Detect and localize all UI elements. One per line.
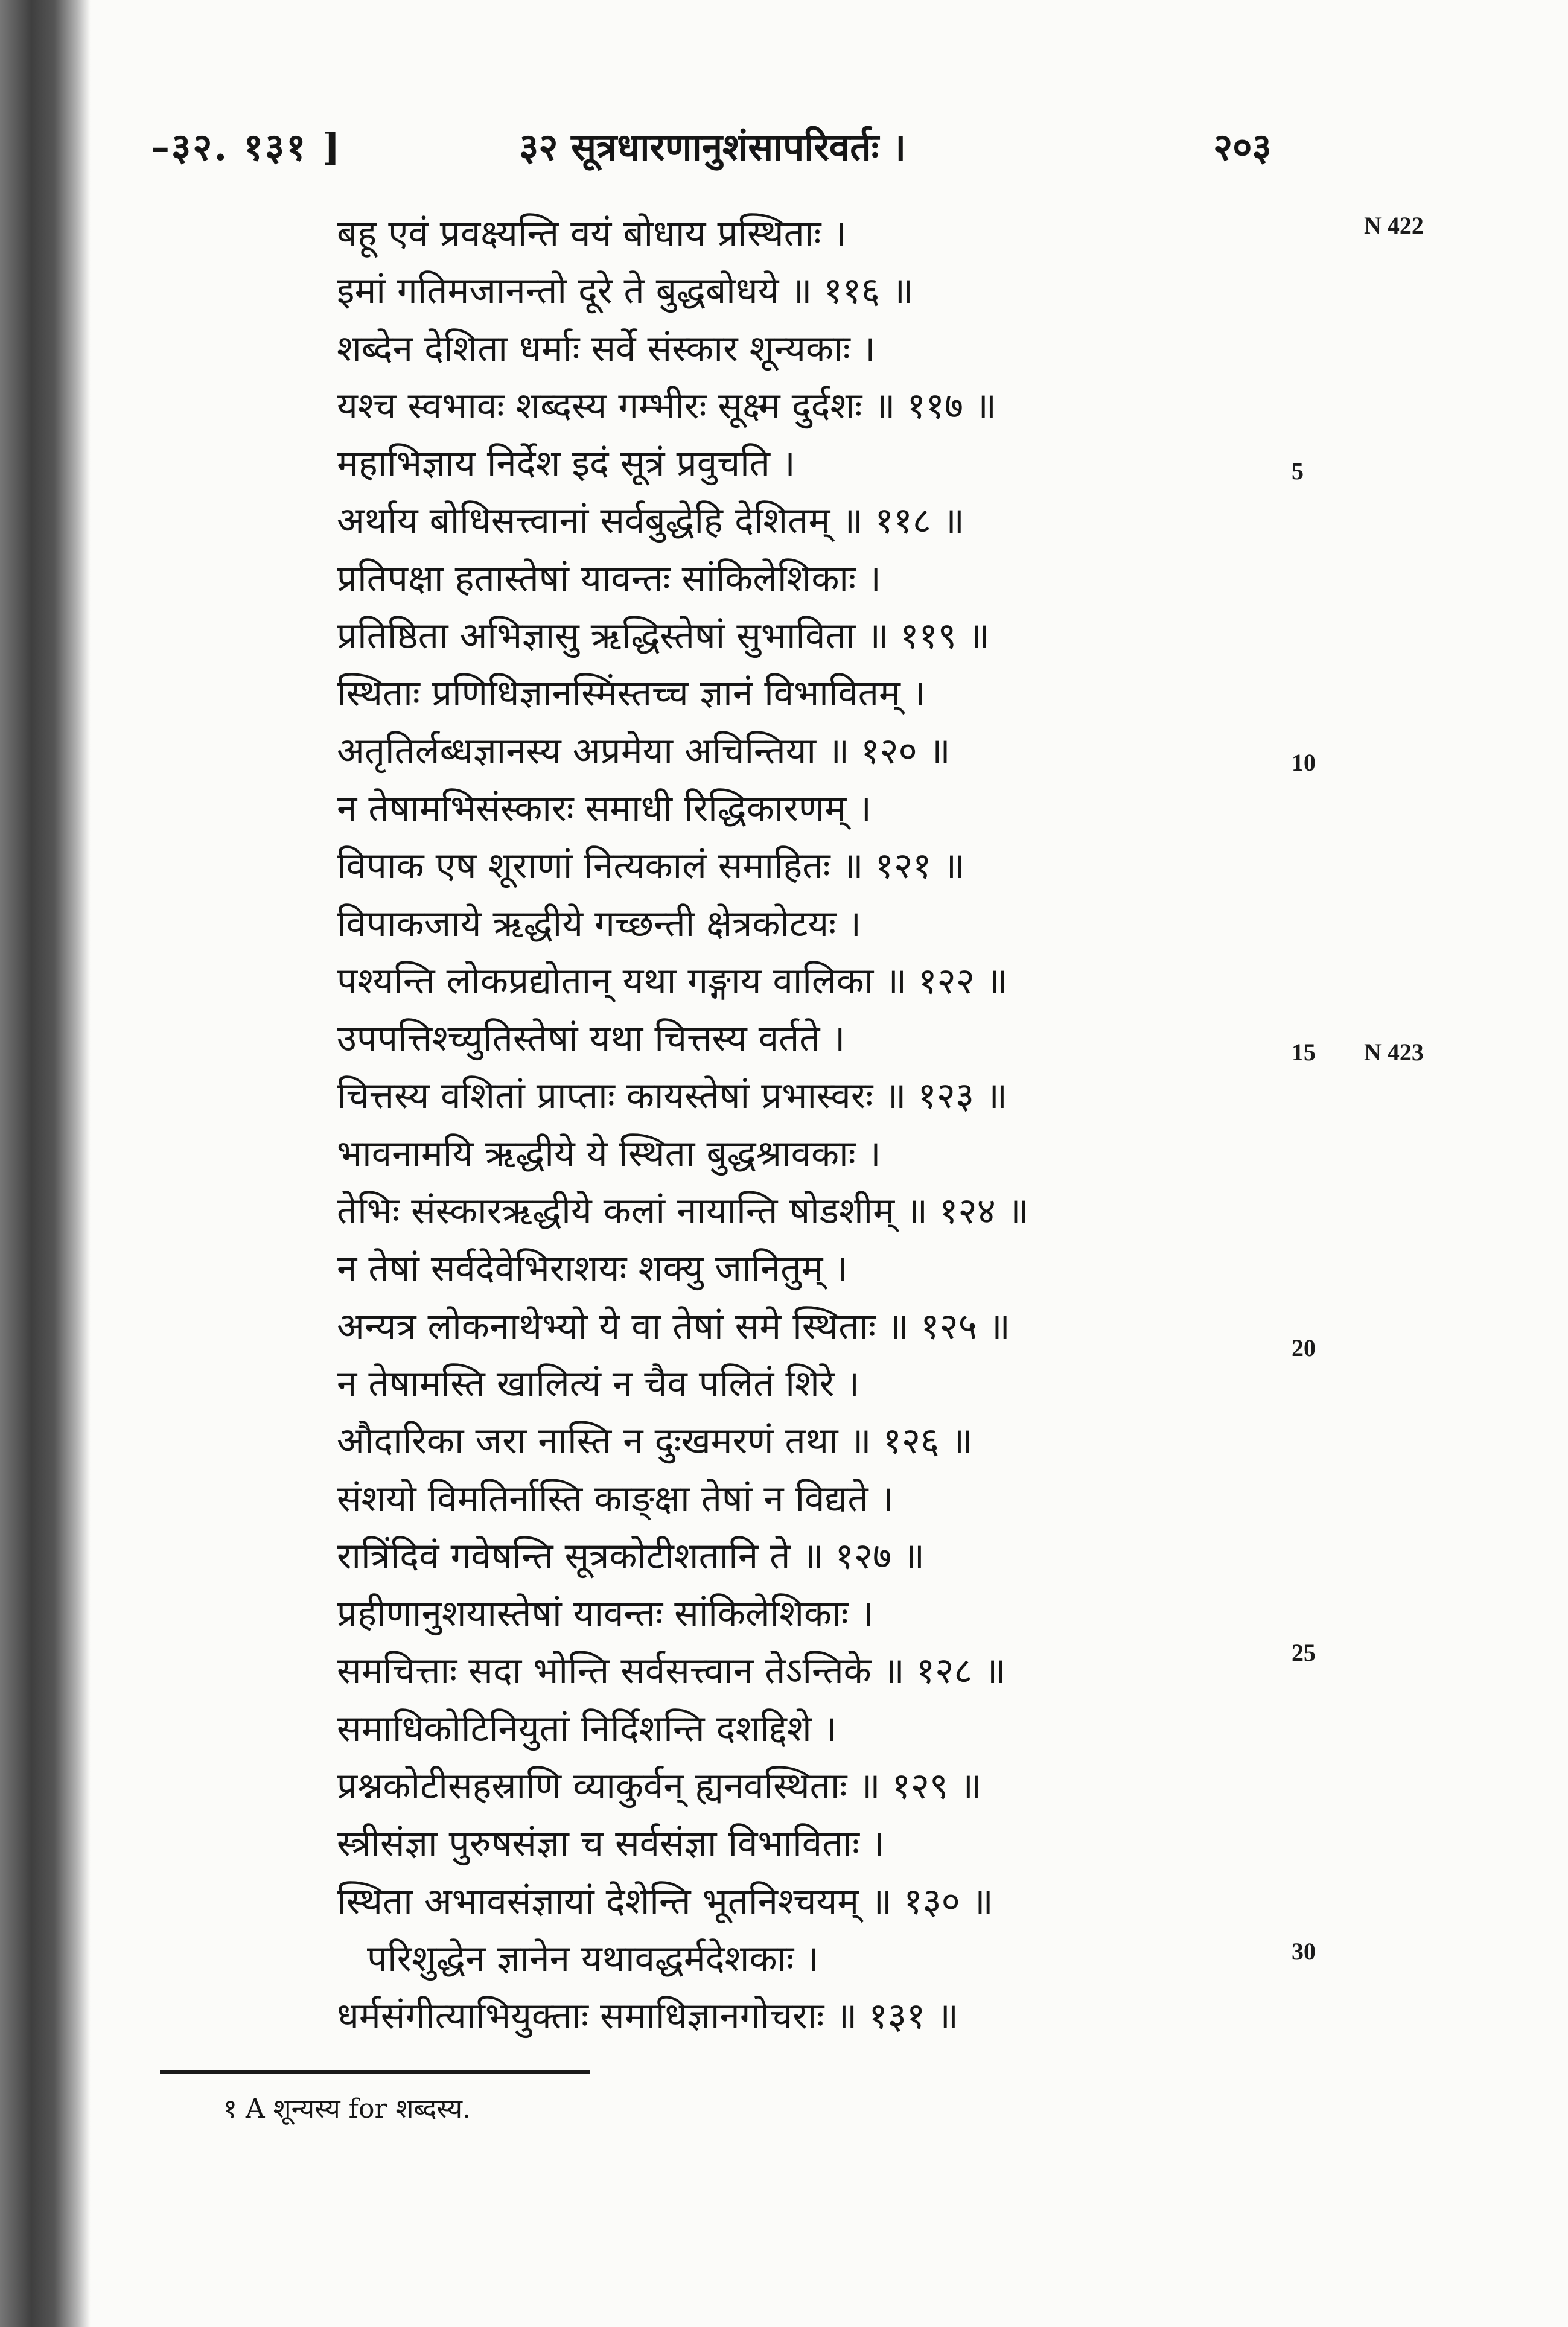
verse-line: समाधिकोटिनियुतां निर्दिशन्ति दशद्दिशे । xyxy=(337,1707,837,1750)
verse-line: स्थिता अभावसंज्ञायां देशेन्ति भूतनिश्चयम् ॥ १३० ॥ xyxy=(337,1880,993,1923)
line-number: 15 xyxy=(1292,1039,1316,1066)
page-number: २०३ xyxy=(1213,125,1272,169)
line-number: 5 xyxy=(1292,457,1304,485)
verse-line: अर्थाय बोधिसत्त्वानां सर्वबुद्धेहि देशितम् ॥ ११८ ॥ xyxy=(337,500,964,543)
running-header xyxy=(0,121,1568,175)
verse-line: चित्तस्य वशितां प्राप्ताः कायस्तेषां प्रभास्वरः ॥ १२३ ॥ xyxy=(337,1075,1008,1118)
footnote-rule xyxy=(160,2070,590,2074)
verse-line: धर्मसंगीत्याभियुक्ताः समाधिज्ञानगोचराः ॥ १३१ ॥ xyxy=(337,1995,959,2038)
verse-line: प्रतिपक्षा हतास्तेषां यावन्तः सांकिलेशिकाः । xyxy=(337,557,881,600)
verse-line: संशयो विमतिर्नास्ति काङ्क्षा तेषां न विद्यते । xyxy=(337,1477,894,1520)
edition-reference: N 423 xyxy=(1364,1039,1424,1066)
verse-line: रात्रिंदिवं गवेषन्ति सूत्रकोटीशतानि ते ॥ १२७ ॥ xyxy=(337,1535,925,1577)
line-number: 30 xyxy=(1292,1938,1316,1965)
verse-line: प्रश्नकोटीसहस्राणि व्याकुर्वन् ह्यनवस्थिताः ॥ १२९ ॥ xyxy=(337,1765,982,1808)
verse-line: यश्च स्वभावः शब्दस्य गम्भीरः सूक्ष्म दुर्दशः ॥ ११७ ॥ xyxy=(337,384,997,427)
verse-line: तेभिः संस्कारऋद्धीये कलां नायान्ति षोडशीम् ॥ १२४ ॥ xyxy=(337,1190,1029,1233)
verse-line: प्रतिष्ठिता अभिज्ञासु ऋद्धिस्तेषां सुभाविता ॥ ११९ ॥ xyxy=(337,615,990,658)
chapter-title: ३२ सूत्रधारणानुशंसापरिवर्तः । xyxy=(519,125,907,169)
verse-line: प्रहीणानुशयास्तेषां यावन्तः सांकिलेशिकाः । xyxy=(337,1593,874,1635)
footnote: १ A शून्यस्य for शब्दस्य. xyxy=(223,2093,471,2124)
verse-range: –३२. १३१ ] xyxy=(151,125,342,169)
verse-line: बहू एवं प्रवक्ष्यन्ति वयं बोधाय प्रस्थिताः । xyxy=(337,212,847,255)
verse-line: पश्यन्ति लोकप्रद्योतान् यथा गङ्गाय वालिका ॥ १२२ ॥ xyxy=(337,960,1008,1002)
verse-line: विपाक एष शूराणां नित्यकालं समाहितः ॥ १२१ ॥ xyxy=(337,845,965,888)
verse-line: न तेषामस्ति खालित्यं न चैव पलितं शिरे । xyxy=(337,1362,860,1405)
verse-line: परिशुद्धेन ज्ञानेन यथावद्धर्मदेशकाः । xyxy=(367,1937,820,1980)
verse-line: विपाकजाये ऋद्धीये गच्छन्ती क्षेत्रकोटयः । xyxy=(337,902,862,945)
edition-reference: N 422 xyxy=(1364,212,1424,239)
verse-line: न तेषां सर्वदेवेभिराशयः शक्यु जानितुम् । xyxy=(337,1247,849,1290)
line-number: 20 xyxy=(1292,1334,1316,1361)
line-number: 10 xyxy=(1292,749,1316,776)
verse-line: शब्देन देशिता धर्माः सर्वे संस्कार शून्यकाः । xyxy=(337,327,876,370)
line-number: 25 xyxy=(1292,1639,1316,1666)
verse-line: इमां गतिमजानन्तो दूरे ते बुद्धबोधये ॥ ११६ ॥ xyxy=(337,270,914,313)
verse-line: न तेषामभिसंस्कारः समाधी रिद्धिकारणम् । xyxy=(337,787,872,830)
verse-block xyxy=(337,205,1351,2046)
verse-line: स्थिताः प्रणिधिज्ञानस्मिंस्तच्च ज्ञानं विभावितम् । xyxy=(337,672,926,715)
verse-line: अन्यत्र लोकनाथेभ्यो ये वा तेषां समे स्थिताः ॥ १२५ ॥ xyxy=(337,1305,1010,1348)
verse-line: औदारिका जरा नास्ति न दुःखमरणं तथा ॥ १२६ ॥ xyxy=(337,1420,973,1463)
verse-line: समचित्ताः सदा भोन्ति सर्वसत्त्वान तेऽन्तिके ॥ १२८ ॥ xyxy=(337,1650,1006,1693)
verse-line: महाभिज्ञाय निर्देश इदं सूत्रं प्रवुचति । xyxy=(337,442,795,485)
verse-line: अतृतिर्लब्धज्ञानस्य अप्रमेया अचिन्तिया ॥ १२० ॥ xyxy=(337,730,951,772)
verse-line: उपपत्तिश्च्युतिस्तेषां यथा चित्तस्य वर्तते । xyxy=(337,1017,846,1060)
verse-line: स्त्रीसंज्ञा पुरुषसंज्ञा च सर्वसंज्ञा विभाविताः । xyxy=(337,1822,885,1865)
verse-line: भावनामयि ऋद्धीये ये स्थिता बुद्धश्रावकाः । xyxy=(337,1132,881,1175)
